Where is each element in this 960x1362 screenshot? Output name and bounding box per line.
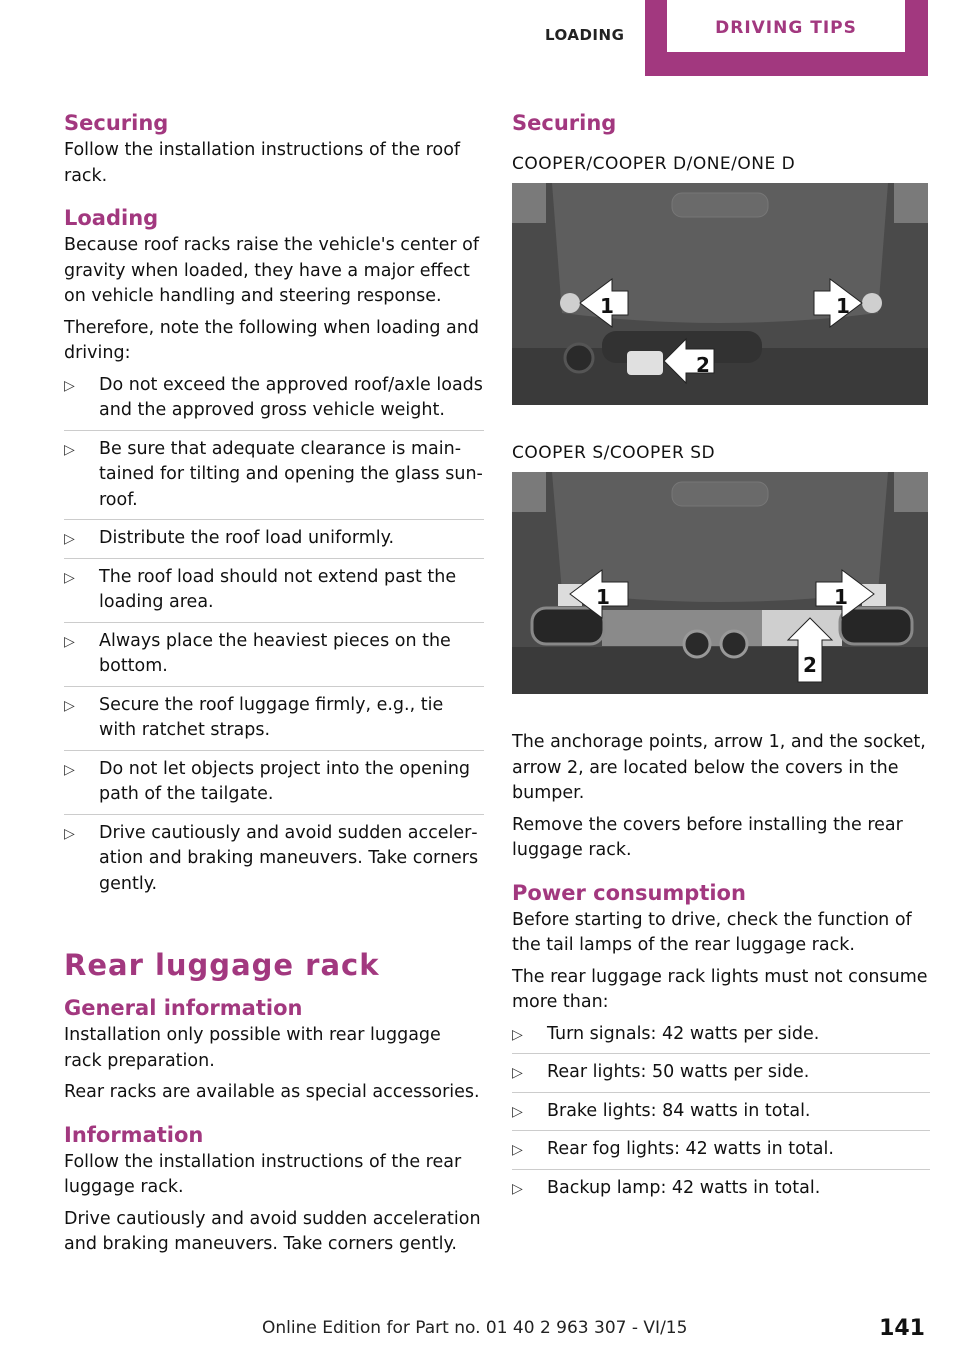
bumper-photo-cooper <box>512 183 928 405</box>
edition-footer: Online Edition for Part no. 01 40 2 963 307 - VI/15 <box>262 1318 688 1338</box>
triangle-right-icon: ▷ <box>64 697 75 714</box>
triangle-right-icon: ▷ <box>512 1065 523 1081</box>
page-number: 141 <box>879 1316 925 1341</box>
right-column <box>512 108 930 1213</box>
triangle-right-icon: ▷ <box>64 441 75 458</box>
triangle-right-icon: ▷ <box>64 569 75 586</box>
rear-rack-heading: Rear luggage rack <box>64 948 380 982</box>
list-item: ▷ Do not let objects project into the opening path of the tailgate. <box>64 757 484 815</box>
list-item: ▷ Rear lights: 50 watts per side. <box>512 1060 930 1093</box>
chapter-tab-label: DRIVING TIPS <box>667 0 905 52</box>
list-item: ▷ Rear fog lights: 42 watts in total. <box>512 1137 930 1170</box>
general-text-2: Rear racks are available as special accessories. <box>64 1082 480 1102</box>
general-info-heading: General information <box>64 996 303 1020</box>
triangle-right-icon: ▷ <box>64 825 75 842</box>
securing-heading: Securing <box>64 111 169 135</box>
triangle-right-icon: ▷ <box>512 1180 523 1197</box>
variant-label-1: COOPER/COOPER D/ONE/ONE D <box>512 154 796 174</box>
list-item: ▷ Be sure that adequate clearance is main‐tained for tilting and opening the glass sun‐roof. <box>64 437 484 521</box>
left-column <box>64 108 484 1258</box>
chapter-tab[interactable] <box>645 0 928 76</box>
list-item: ▷ Always place the heaviest pieces on the bottom. <box>64 629 484 687</box>
anchor-text-2: Remove the covers before installing the rear luggage rack. <box>512 814 903 860</box>
loading-heading: Loading <box>64 206 159 230</box>
triangle-right-icon: ▷ <box>512 1142 523 1158</box>
label-1-right: 1 <box>834 585 848 609</box>
list-item: ▷ Distribute the roof load uniformly. <box>64 526 484 559</box>
list-item: ▷ The roof load should not extend past the loading area. <box>64 565 484 623</box>
list-item: ▷ Drive cautiously and avoid sudden acceler‐ation and braking maneuvers. Take corners gently. <box>64 822 479 894</box>
triangle-right-icon: ▷ <box>64 761 75 778</box>
list-item: ▷ Backup lamp: 42 watts in total. <box>512 1176 930 1208</box>
bumper-photo-cooper-s <box>512 472 928 694</box>
label-1-right: 1 <box>836 294 850 318</box>
triangle-right-icon: ▷ <box>64 633 75 650</box>
info-text-2: Drive cautiously and avoid sudden acceleration and braking maneuvers. Take corners gently. <box>64 1208 481 1254</box>
label-2: 2 <box>696 353 710 377</box>
triangle-right-icon: ▷ <box>512 1103 523 1120</box>
list-item: ▷ Turn signals: 42 watts per side. <box>512 1022 930 1055</box>
power-text-2: The rear luggage rack lights must not consume more than: <box>512 966 928 1012</box>
triangle-right-icon: ▷ <box>512 1026 523 1043</box>
triangle-right-icon: ▷ <box>64 377 75 394</box>
power-consumption-heading: Power consumption <box>512 880 746 905</box>
loading-text-1: Because roof racks raise the vehicle's center of gravity when loaded, they have a major effect on vehicle handling and steering response. <box>64 235 480 306</box>
power-bullet-list <box>512 1022 930 1208</box>
label-1-left: 1 <box>596 585 610 609</box>
securing-heading-right: Securing <box>512 111 617 135</box>
general-text-1: Installation only possible with rear luggage rack preparation. <box>64 1025 441 1071</box>
list-item: ▷ Secure the roof luggage firmly, e.g., tie with ratchet straps. <box>64 693 484 751</box>
label-1-left: 1 <box>600 294 614 318</box>
list-item: ▷ Do not exceed the approved roof/axle loads and the approved gross vehicle weight. <box>64 373 484 431</box>
loading-text-2: Therefore, note the following when loading and driving: <box>64 317 479 363</box>
information-heading: Information <box>64 1122 204 1147</box>
securing-text: Follow the installation instructions of the roof rack. <box>64 140 461 186</box>
list-item: ▷ Brake lights: 84 watts in total. <box>512 1099 930 1132</box>
variant-label-2: COOPER S/COOPER SD <box>512 443 716 463</box>
triangle-right-icon: ▷ <box>64 531 75 547</box>
section-label: LOADING <box>545 26 625 44</box>
power-text-1: Before starting to drive, check the function of the tail lamps of the rear luggage rack. <box>512 909 912 955</box>
anchor-text-1: The anchorage points, arrow 1, and the socket, arrow 2, are located below the covers in the bumper. <box>512 732 926 803</box>
loading-bullet-list <box>64 373 484 904</box>
label-2: 2 <box>803 653 817 677</box>
info-text-1: Follow the installation instructions of the rear luggage rack. <box>64 1151 462 1197</box>
